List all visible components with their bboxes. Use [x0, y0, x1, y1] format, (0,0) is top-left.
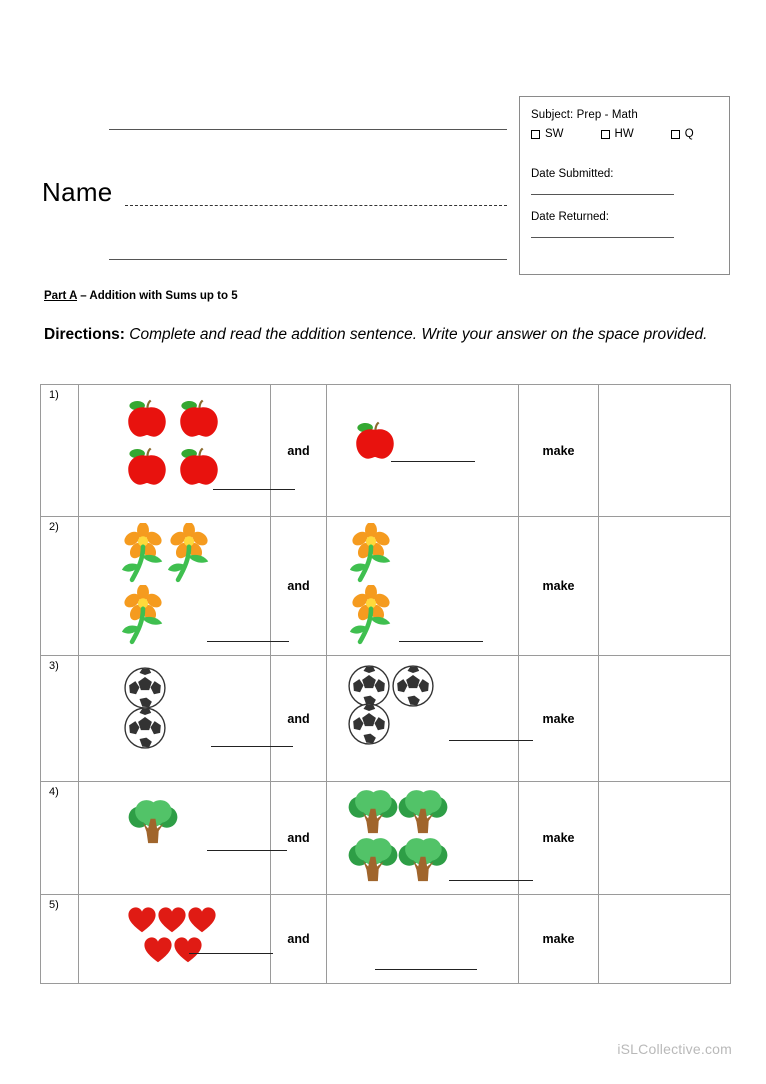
date-returned-input[interactable]: [531, 237, 674, 238]
tree-icon: [347, 786, 399, 838]
icon-group-right: [347, 786, 547, 906]
result-word-cell: make: [519, 517, 599, 656]
heart-icon: [157, 905, 187, 935]
flower-icon: [121, 585, 165, 651]
flower-icon: [121, 523, 165, 589]
table-row: [41, 895, 731, 984]
directions-block: [44, 325, 734, 346]
checkbox-icon-q[interactable]: [671, 130, 680, 139]
apple-icon: [175, 441, 223, 489]
addend-left-cell: [79, 385, 271, 517]
item-number-cell: [41, 517, 79, 656]
checkbox-item-q[interactable]: [671, 128, 694, 140]
part-heading: [44, 290, 238, 302]
checkbox-icon-hw[interactable]: [601, 130, 610, 139]
item-number-cell: [41, 385, 79, 517]
subject-line: Subject: Prep - Math: [531, 109, 638, 121]
addend-left-cell: [79, 895, 271, 984]
checkbox-icon-sw[interactable]: [531, 130, 540, 139]
result-word-cell: make: [519, 385, 599, 517]
addend-left-cell: [79, 517, 271, 656]
addend-right-cell: [327, 895, 519, 984]
sum-answer-cell[interactable]: [599, 656, 731, 782]
soccer-ball-icon: [123, 706, 167, 750]
table-row: [41, 656, 731, 782]
item-number-cell: [41, 782, 79, 895]
result-word-cell: make: [519, 782, 599, 895]
addend-right-cell: [327, 656, 519, 782]
soccer-ball-icon: [347, 702, 391, 746]
heart-icon: [127, 905, 157, 935]
flower-icon: [167, 523, 211, 589]
heart-icon: [187, 905, 217, 935]
addition-worksheet-table: [40, 384, 731, 984]
apple-icon: [123, 441, 171, 489]
checkbox-item-sw[interactable]: [531, 128, 564, 140]
conjunction-cell: and: [271, 782, 327, 895]
sum-answer-cell[interactable]: [599, 895, 731, 984]
addend-left-cell: [79, 782, 271, 895]
flower-icon: [349, 523, 393, 589]
date-returned-label: Date Returned:: [531, 211, 609, 223]
tree-icon: [397, 786, 449, 838]
apple-icon: [123, 393, 171, 441]
addend-right-blank[interactable]: [391, 461, 475, 462]
name-label: Name: [42, 177, 113, 207]
subject-info-box: [519, 96, 730, 275]
directions-text: Complete and read the addition sentence. Write your answer on the space provided.: [129, 326, 708, 343]
item-number: 5): [49, 899, 59, 911]
checkbox-label-sw: SW: [545, 128, 564, 140]
checkbox-label-hw: HW: [614, 128, 634, 140]
conjunction-cell: and: [271, 895, 327, 984]
table-row: [41, 385, 731, 517]
assignment-type-checkbox-row: [531, 128, 729, 140]
result-word-cell: make: [519, 656, 599, 782]
addend-left-blank[interactable]: [189, 953, 273, 954]
addend-right-blank[interactable]: [399, 641, 483, 642]
conjunction-cell: and: [271, 656, 327, 782]
table-row: [41, 782, 731, 895]
addend-right-cell: [327, 385, 519, 517]
conjunction-cell: and: [271, 385, 327, 517]
result-word-cell: make: [519, 895, 599, 984]
sum-answer-cell[interactable]: [599, 517, 731, 656]
apple-icon: [175, 393, 223, 441]
part-description: – Addition with Sums up to 5: [77, 290, 238, 302]
tree-icon: [397, 834, 449, 886]
name-write-line[interactable]: [125, 205, 507, 206]
date-submitted-input[interactable]: [531, 194, 674, 195]
addend-right-cell: [327, 782, 519, 895]
item-number: 1): [49, 389, 59, 401]
addend-right-cell: [327, 517, 519, 656]
heart-icon: [173, 935, 203, 965]
name-rule-top: [109, 129, 507, 130]
name-rule-bottom: [109, 259, 507, 260]
date-submitted-label: Date Submitted:: [531, 168, 614, 180]
directions-label: Directions:: [44, 326, 125, 343]
addend-right-blank[interactable]: [375, 969, 477, 970]
icon-group-right: [347, 664, 547, 784]
flower-icon: [349, 585, 393, 651]
apple-icon: [351, 415, 399, 463]
heart-icon: [143, 935, 173, 965]
item-number: 4): [49, 786, 59, 798]
site-watermark: iSLCollective.com: [617, 1041, 732, 1057]
sum-answer-cell[interactable]: [599, 385, 731, 517]
item-number: 3): [49, 660, 59, 672]
item-number-cell: [41, 656, 79, 782]
checkbox-item-hw[interactable]: [601, 128, 634, 140]
tree-icon: [127, 796, 179, 848]
tree-icon: [347, 834, 399, 886]
sum-answer-cell[interactable]: [599, 782, 731, 895]
checkbox-label-q: Q: [684, 128, 694, 140]
item-number-cell: [41, 895, 79, 984]
name-field-block: [42, 120, 507, 265]
addend-left-cell: [79, 656, 271, 782]
item-number: 2): [49, 521, 59, 533]
part-label: Part A: [44, 290, 78, 302]
soccer-ball-icon: [123, 666, 167, 710]
table-row: [41, 517, 731, 656]
soccer-ball-icon: [391, 664, 435, 708]
conjunction-cell: and: [271, 517, 327, 656]
